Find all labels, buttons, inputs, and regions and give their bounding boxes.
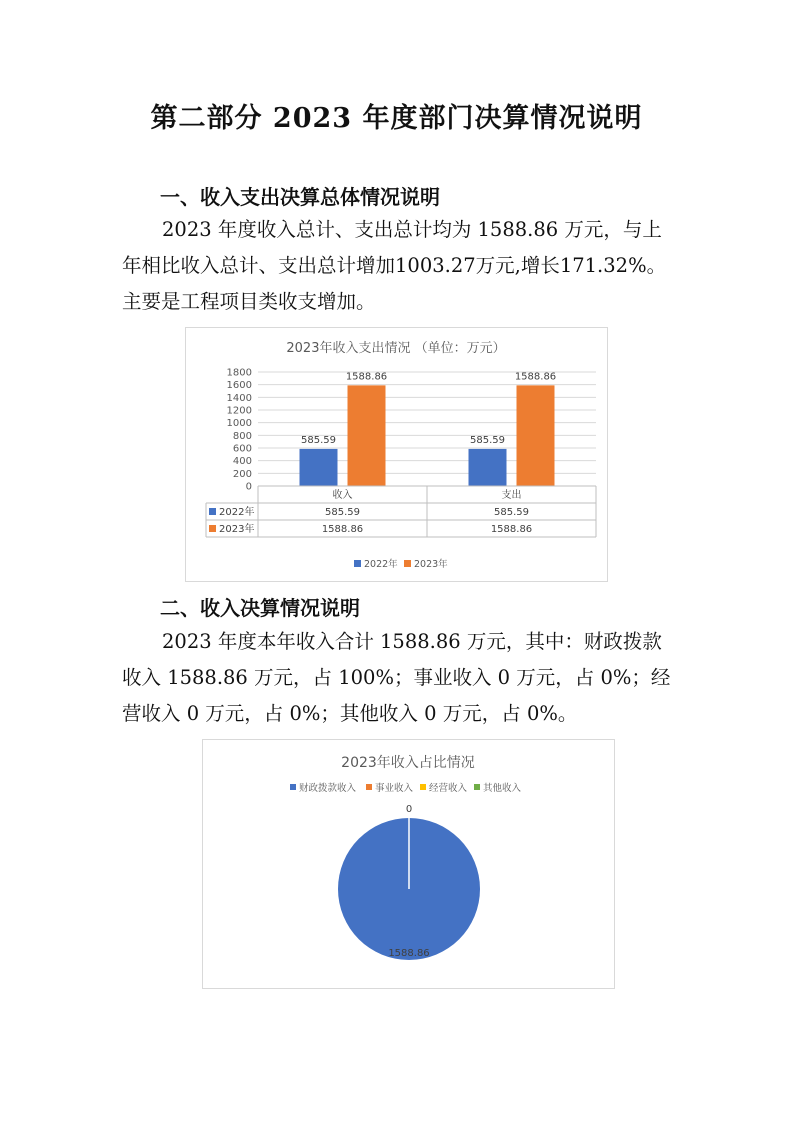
pie-legend-label-1: 事业收入: [375, 783, 414, 794]
section2-heading: 二、收入决算情况说明: [160, 596, 360, 620]
pie-legend-key-2: [420, 784, 426, 790]
bar-1-1: [517, 385, 555, 486]
table-cell-1-1: 1588.86: [490, 524, 533, 535]
section1-line-1: 2023 年度收入总计、支出总计均为 1588.86 万元，与上: [162, 218, 662, 241]
bar-y-tick-label-1: 200: [232, 468, 252, 480]
table-legend-key-1: [209, 525, 216, 532]
bar-y-tick-label-7: 1400: [226, 392, 252, 404]
table-series-name-1: 2023年: [219, 524, 255, 535]
bar-1-0: [348, 385, 386, 486]
bar-category-label-0: 收入: [332, 490, 353, 501]
section2-paragraph: [122, 624, 682, 732]
pie-value-label-1: 0: [405, 804, 413, 815]
bar-y-tick-label-6: 1200: [226, 405, 252, 417]
bar-y-tick-label-5: 1000: [226, 418, 252, 430]
section1-line-2: 年相比收入总计、支出总计增加1003.27万元,增长171.32%。: [122, 254, 667, 277]
table-cell-0-1: 585.59: [494, 507, 529, 518]
pie-chart-svg: [203, 740, 614, 988]
section1-heading: 一、收入支出决算总体情况说明: [160, 185, 440, 209]
bar-chart-svg: [186, 328, 607, 581]
table-series-name-0: 2022年: [219, 507, 255, 518]
bar-data-label-1-0: 1588.86: [345, 371, 388, 383]
bar-legend-key-0: [354, 560, 361, 567]
section2-line-2: 收入 1588.86 万元，占 100%；事业收入 0 万元，占 0%；经: [122, 666, 671, 689]
bar-y-tick-label-9: 1800: [226, 367, 252, 379]
bar-chart-title: 2023年收入支出情况 （单位：万元）: [286, 341, 506, 356]
pie-legend-key-0: [290, 784, 296, 790]
table-cell-0-0: 585.59: [325, 507, 360, 518]
pie-legend-label-0: 财政拨款收入: [299, 783, 357, 794]
bar-y-tick-label-2: 400: [232, 456, 252, 468]
table-legend-key-0: [209, 508, 216, 515]
bar-chart: [185, 327, 608, 582]
pie-value-label-0: 1588.86: [388, 948, 430, 959]
bar-legend-label-1: 2023年: [414, 559, 448, 570]
section1-paragraph: [122, 212, 682, 320]
page-title: 第二部分 2023 年度部门决算情况说明: [150, 103, 643, 134]
pie-chart: [202, 739, 615, 989]
bar-data-label-0-1: 585.59: [470, 434, 505, 446]
section1-line-3: 主要是工程项目类收支增加。: [122, 290, 376, 313]
bar-legend-label-0: 2022年: [364, 559, 398, 570]
bar-y-tick-label-0: 0: [245, 481, 252, 493]
section2-line-1: 2023 年度本年收入合计 1588.86 万元，其中：财政拨款: [162, 630, 662, 653]
bar-y-tick-label-4: 800: [232, 430, 252, 442]
bar-category-label-1: 支出: [501, 490, 522, 501]
pie-legend-key-1: [366, 784, 372, 790]
table-cell-1-0: 1588.86: [321, 524, 364, 535]
bar-0-0: [300, 449, 338, 486]
section2-line-3: 营收入 0 万元，占 0%；其他收入 0 万元，占 0%。: [122, 702, 578, 725]
bar-data-label-0-0: 585.59: [301, 434, 336, 446]
pie-chart-title: 2023年收入占比情况: [341, 755, 475, 771]
bar-data-label-1-1: 1588.86: [514, 371, 557, 383]
bar-0-1: [469, 449, 507, 486]
pie-legend-key-3: [474, 784, 480, 790]
bar-legend-key-1: [404, 560, 411, 567]
bar-y-tick-label-3: 600: [232, 443, 252, 455]
bar-y-tick-label-8: 1600: [226, 380, 252, 392]
pie-legend-label-3: 其他收入: [483, 783, 522, 794]
pie-legend-label-2: 经营收入: [429, 783, 468, 794]
